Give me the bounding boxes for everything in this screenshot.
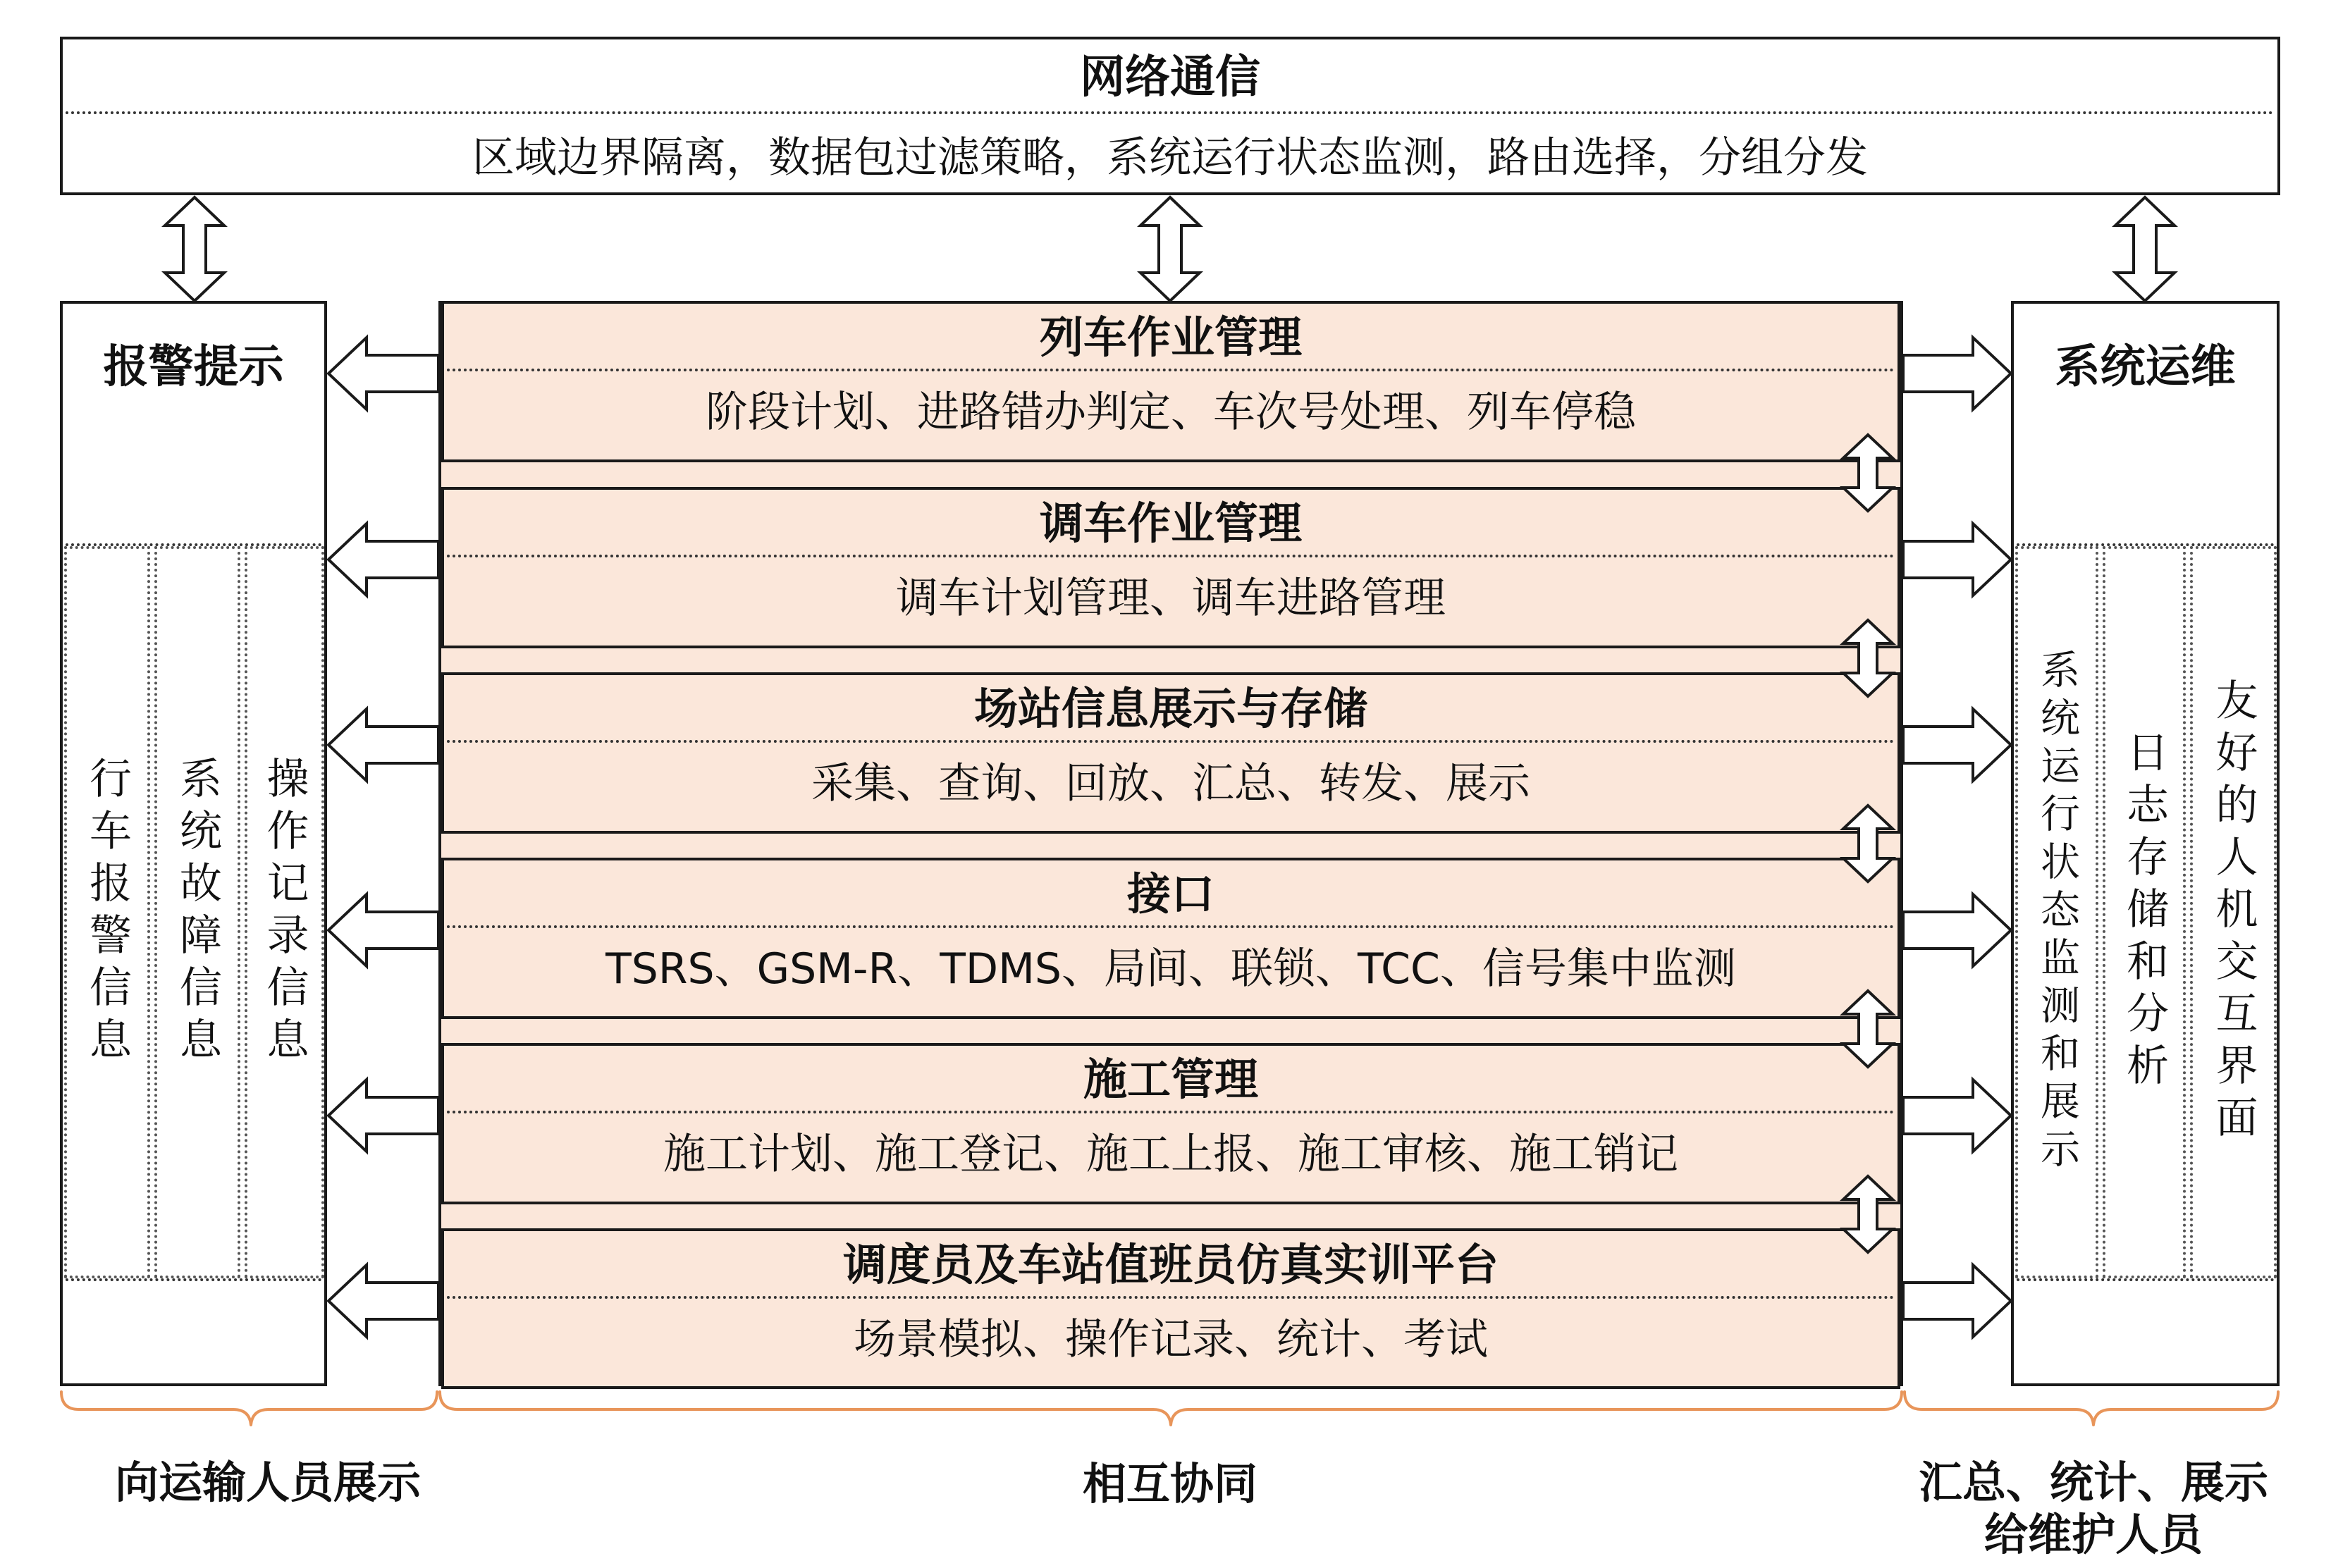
double-arrow-right	[2115, 197, 2175, 301]
maintenance-column-status-label: 系统运行状态监测和展示	[2034, 648, 2080, 1176]
module-title: 场站信息展示与存储	[973, 683, 1367, 734]
maintenance-panel-title: 系统运维	[2055, 341, 2236, 393]
arrow-left-5	[328, 1080, 438, 1152]
footer-center-caption: 相互协同	[1082, 1458, 1257, 1510]
footer-right-caption-line2: 给维护人员	[1983, 1509, 2203, 1560]
brace-right	[1905, 1392, 2278, 1425]
arrow-right-1	[1903, 338, 2011, 409]
module-functions: 采集、查询、回放、汇总、转发、展示	[811, 759, 1530, 808]
module-functions: TSRS、GSM-R、TDMS、局间、联锁、TCC、信号集中监测	[605, 944, 1736, 994]
maintenance-column-log-label: 日志存储和分析	[2120, 729, 2169, 1095]
module-title: 列车作业管理	[1039, 311, 1302, 363]
arrow-right-2	[1903, 524, 2011, 595]
arrow-right-6	[1903, 1265, 2011, 1337]
module-title: 接口	[1126, 868, 1214, 920]
arrow-right-3	[1903, 709, 2011, 781]
alarm-column-train-label: 行车报警信息	[82, 755, 132, 1069]
footer-right-caption-line1: 汇总、统计、展示	[1918, 1457, 2268, 1508]
arrow-right-5	[1903, 1080, 2011, 1152]
module-title: 调车作业管理	[1039, 498, 1302, 549]
alarm-column-fault-label: 系统故障信息	[173, 755, 222, 1069]
arrow-left-4	[328, 894, 438, 966]
module-functions: 调车计划管理、调车进路管理	[896, 574, 1446, 623]
module-functions: 施工计划、施工登记、施工上报、施工审核、施工销记	[663, 1130, 1678, 1179]
network-functions: 区域边界隔离，数据包过滤策略，系统运行状态监测，路由选择，分组分发	[472, 133, 1868, 183]
module-link-arrow-5	[1843, 1176, 1893, 1252]
module-title: 施工管理	[1083, 1054, 1258, 1105]
module-link-arrow-3	[1843, 805, 1893, 882]
network-title: 网络通信	[1080, 51, 1260, 104]
module-title: 调度员及车站值班员仿真实训平台	[842, 1239, 1499, 1290]
maintenance-column-ui-label: 友好的人机交互界面	[2208, 677, 2258, 1147]
module-link-arrow-2	[1843, 620, 1893, 696]
double-arrow-center	[1140, 197, 1200, 301]
arrow-left-2	[328, 524, 438, 595]
module-link-arrow-1	[1843, 435, 1893, 511]
arrow-left-3	[328, 709, 438, 781]
alarm-column-operation-label: 操作记录信息	[259, 755, 309, 1069]
double-arrow-left	[165, 197, 224, 301]
alarm-panel-title: 报警提示	[103, 341, 284, 393]
arrow-left-6	[328, 1265, 438, 1337]
module-functions: 场景模拟、操作记录、统计、考试	[854, 1315, 1488, 1364]
arrow-right-4	[1903, 894, 2011, 966]
module-link-arrow-4	[1843, 991, 1893, 1067]
module-functions: 阶段计划、进路错办判定、车次号处理、列车停稳	[706, 388, 1636, 437]
brace-left	[61, 1392, 437, 1425]
arrow-left-1	[328, 338, 438, 409]
footer-left-caption: 向运输人员展示	[114, 1457, 421, 1508]
brace-center	[440, 1392, 1902, 1425]
